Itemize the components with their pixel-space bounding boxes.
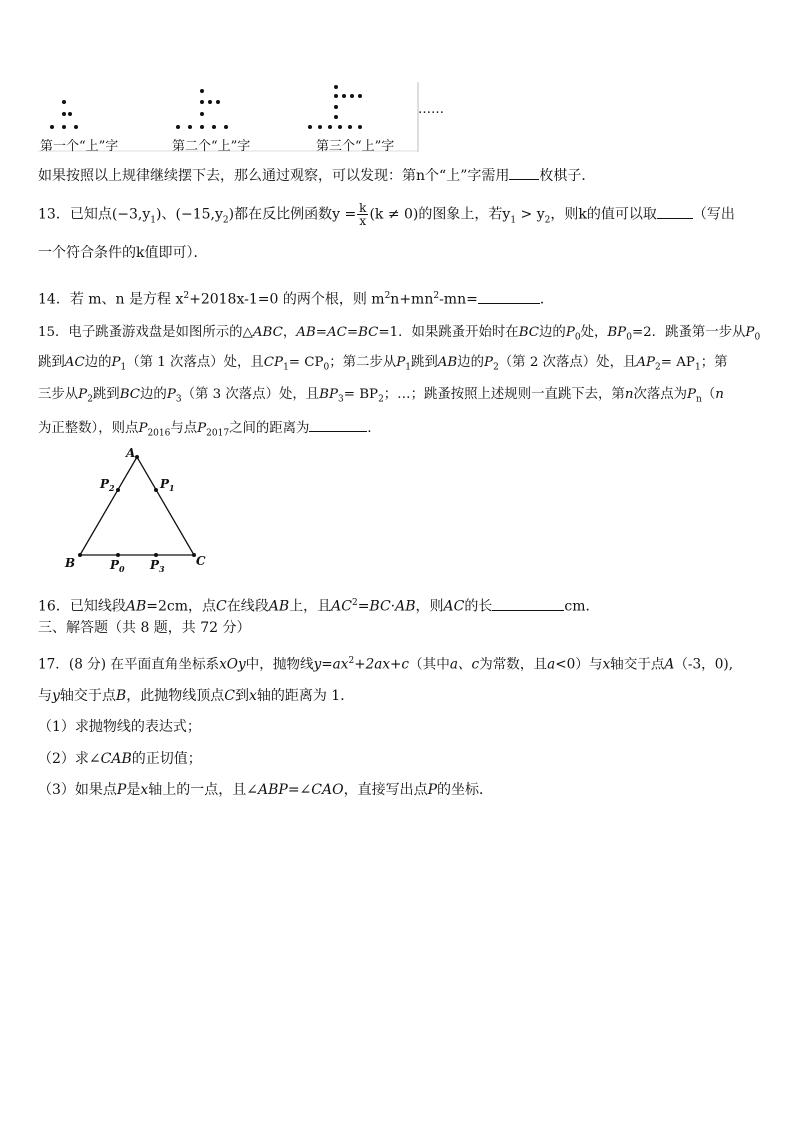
- caption-1: 第一个“上”字: [40, 139, 119, 154]
- q13-line1: 13．已知点$(-3,y_1)$、$(-15,y_2)$都在反比例函数y = $\frac{k}{x}$ (k ≠ 0)的图象上，若$y_1 > y_2$，则k的值可以取 （写出: [38, 201, 735, 228]
- q17-line1: 17．(8 分) 在平面直角坐标系xOy中，抛物线$y=ax^2+2ax+c$（其中a、c为常数，且a<0）与x轴交于点A（-3，0),: [38, 656, 734, 673]
- pattern-1: [50, 100, 78, 129]
- q17-sub1: （1）求抛物线的表达式；: [38, 719, 201, 735]
- label-A: A: [126, 446, 136, 460]
- fraction-k-over-x: $\frac{k}{x}$: [359, 201, 367, 228]
- q16-line: 16．已知线段AB=2cm，点C在线段AB上，且$AC^2=BC\cdot AB$，则AC的长 cm．: [38, 593, 599, 617]
- answer-blank[interactable]: [492, 596, 564, 611]
- q15-line2: 跳到AC边的$P_1$（第 1 次落点）处，且$CP_1= CP_0$；第二步从$P_1$跳到AB边的$P_2$（第 2 次落点）处，且$AP_2= AP_1$；第: [38, 355, 728, 373]
- pattern-3: [308, 85, 362, 129]
- label-P0: $P_0$: [110, 558, 125, 574]
- ellipsis: ……: [418, 102, 444, 117]
- label-B: B: [65, 556, 76, 570]
- section-heading: 三、解答题（共 8 题，共 72 分）: [38, 620, 251, 636]
- caption-2: 第二个“上”字: [172, 139, 251, 154]
- triangle-figure: [62, 445, 222, 575]
- q13-line2: 一个符合条件的k值即可）．: [38, 245, 208, 261]
- answer-blank[interactable]: [509, 165, 539, 180]
- label-C: C: [196, 554, 206, 568]
- label-P3: $P_3$: [150, 558, 165, 574]
- q14-line: 14．若 m、n 是方程 $x^2+2018x-1=0$ 的两个根，则 $m^2n+mn^2-mn=$ ．: [38, 286, 554, 310]
- q15-line1: 15．电子跳蚤游戏盘是如图所示的△ABC，AB=AC=BC=1．如果跳蚤开始时在BC边的$P_0$处，$BP_0=2$．跳蚤第一步从$P_0$: [38, 325, 761, 343]
- answer-blank[interactable]: [657, 204, 693, 219]
- label-P2: $P_2$: [100, 477, 115, 493]
- q15-line4: 为正整数），则点$P_{2016}$与点$P_{2017}$之间的距离为 ．: [38, 417, 381, 444]
- q17-sub3: （3）如果点P是x轴上的一点，且∠ABP=∠CAO，直接写出点P的坐标．: [38, 782, 494, 798]
- q17-sub2: （2）求∠CAB的正切值；: [38, 751, 202, 767]
- q17-line2: 与y轴交于点B，此抛物线顶点C到x轴的距离为 1．: [38, 688, 355, 704]
- answer-blank[interactable]: [478, 289, 540, 304]
- label-P1: $P_1$: [160, 477, 175, 493]
- caption-3: 第三个“上”字: [316, 139, 395, 154]
- q15-line3: 三步从$P_2$跳到BC边的$P_3$（第 3 次落点）处，且$BP_3= BP_2$；…；跳蚤按照上述规则一直跳下去，第n次落点为$P_n(n$: [38, 387, 724, 405]
- pattern-2: [176, 89, 228, 129]
- q12-line: 如果按照以上规律继续摆下去，那么通过观察，可以发现：第n个“上”字需用 枚棋子．: [38, 165, 595, 186]
- answer-blank[interactable]: [309, 417, 367, 432]
